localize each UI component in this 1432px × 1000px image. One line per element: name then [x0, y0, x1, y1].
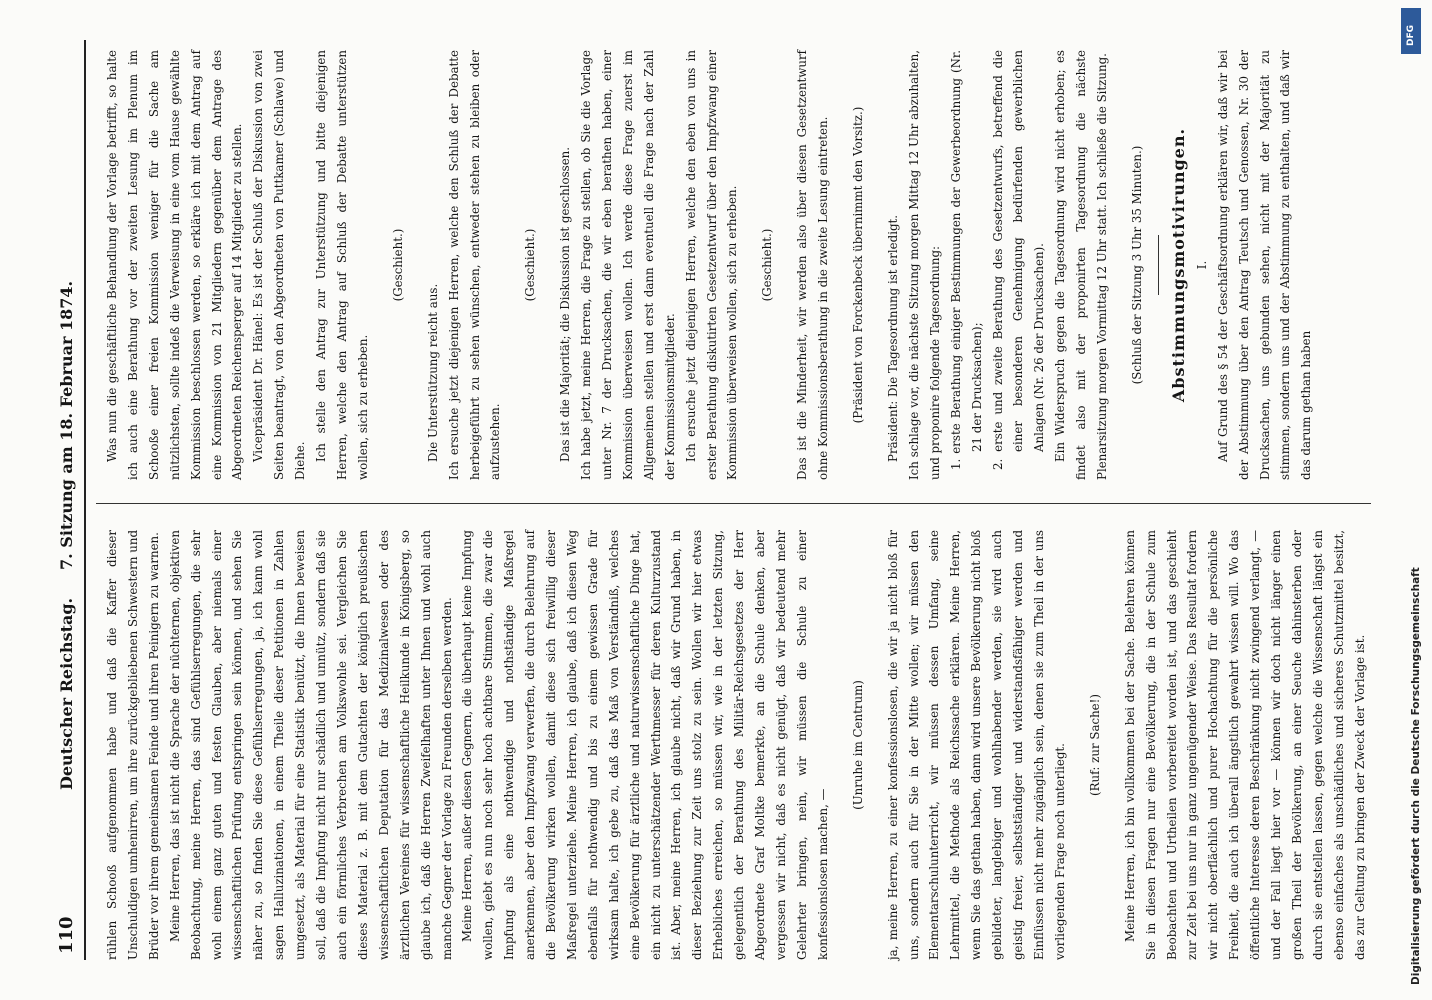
agenda-item: 1. erste Berathung einiger Bestimmungen der Gewerbeordnung (Nr. 21 der Drucksachen);: [948, 50, 984, 470]
paragraph: Das ist die Minderheit, wir werden also über diesen Gesetzentwurf ohne Kommissionsberathung in die zweite Lesung eintreten.: [795, 50, 831, 480]
paragraph: Meine Herren, das ist nicht die Sprache der nüchternen, objektiven Beobachtung, meine Herren, das sind Gefühlserregungen, die sehr wohl einem ganz guten und festen Glauben, aber niemals einer wissenschaftlichen Prüfung entspringen sein können, und sehen Sie näher zu, so finden Sie diese Gefühlserregungen, ja, ich kann wohl sagen Halluzinationen, in einem Theile dieser Petitionen in Zahlen umgesetzt, als Material für eine Statistik benützt, die Ihnen beweisen soll, daß die Impfung nicht nur schädlich und unnütz, sondern daß sie auch ein förmliches Verbrechen am Volkswohle sei. Vergleichen Sie dieses Material z. B. mit dem Gutachten der königlich preußischen wissenschaftlichen Deputation für das Medizinalwesen oder des ärztlichen Vereines für wissenschaftliche Heilkunde in Königsberg, so glaube ich, daß die Herren Zweifelhaften unter Ihnen und wohl auch manche Gegner der Vorlage zu Freunden derselben werden.: [167, 530, 454, 960]
stage-direction: (Unruhe im Centrum): [850, 680, 865, 810]
section-heading: Abstimmungsmotivirungen.: [1168, 127, 1188, 403]
stage-direction: (Geschieht.): [760, 228, 775, 302]
paragraph: Präsident: Die Tagesordnung ist erledigt.: [886, 214, 900, 462]
column-divider: [96, 503, 1371, 504]
roman-numeral: I.: [1194, 260, 1209, 270]
paragraph: Meine Herren, außer diesen Gegnern, die überhaupt keine Impfung wollen, giebt es nun noch sehr hoch achtbare Stimmen, die zwar die Impfung als eine nothwendige und nothständige Maßregel anerkennen, aber den Impfzwang verwerfen, die durch Belehrung auf die Bevölkerung wirken wollen, damit diese sich freiwillig dieser Maßregel unterziehe. Meine Herren, ich glaube, daß ich diesen Weg ebenfalls für nothwendig und bis zu einem gewissen Grade für wirksam halte, ich gebe zu, daß das Maß von Verständniß, welches eine Bevölkerung für ärztliche und naturwissenschaftliche Dinge hat, ein nicht zu unterschätzender Werthmesser für deren Kulturzustand ist. Aber, meine Herren, ich glaube nicht, daß wir Grund haben, in dieser Beziehung zur Zeit uns stolz zu sein. Wollen wir hier etwas Erhebliches erreichen, so müssen wir, wie in der letzten Sitzung, gelegentlich der Berathung des Militär-Reichsgesetzes der Herr Abgeordnete Graf Moltke bemerkte, an die Schule denken, aber vergessen wir nicht, daß es nicht genügt, daß wir bedeutend mehr Gelehrter bringen, nein, wir müssen die Schule zu einer konfessionslosen machen, —: [460, 530, 830, 960]
session-title: 7. Sitzung am 18. Februar 1874.: [57, 280, 76, 570]
stage-direction: (Geschieht.): [523, 228, 538, 302]
right-column: [102, 50, 1317, 480]
paragraph: Ich schlage vor, die nächste Sitzung morgen Mittag 12 Uhr abzuhalten, und proponire folgende Tagesordnung:: [906, 50, 942, 480]
paragraph: Was nun die geschäftliche Behandlung der Vorlage betrifft, so halte ich auch eine Berathung vor der zweiten Lesung im Plenum im Schooße einer freien Kommission weniger für die Sache am nützlichsten, sollte indeß die Verweisung in eine vom Hause gewählte Kommission beschlossen werden, so erkläre ich mit dem Antrag auf eine Kommission von 21 Mitgliedern gegenüber dem Antrage des Abgeordneten Reichensperger auf 14 Mitglieder zu stellen.: [105, 50, 245, 480]
paragraph: ja, meine Herren, zu einer konfessionslosen, die wir ja nicht bloß für uns, sondern auch für Sie in der Mitte wollen; wir müssen den Elementarschulunterricht, wir müssen dessen Umfang, seine Lehrmittel, die Methode als Reichssache erklären. Meine Herren, wenn Sie das gethan haben, dann wird unsere Bevölkerung nicht bloß gebildeter, langlebiger und wohlhabender werden, sie wird auch geistig freier, selbstständiger und widerstandsfähiger werden und Einflüssen nicht mehr zugänglich sein, denen sie zum Theil in der uns vorliegenden Frage noch unterliegt.: [885, 530, 1067, 960]
paragraph: Meine Herren, ich bin vollkommen bei der Sache. Belehren können Sie in diesen Fragen nur eine Bevölkerung, die in der Schule zum Beobachten und Urtheilen vorbereitet worden ist, und das geschieht zur Zeit bei uns nur in ganz ungenügender Weise. Das Resultat fordern wir nicht oberflächlich und purer Hochachtung für die persönliche Freiheit, die auch ich überall ängstlich gewahrt wissen will. Wo das öffentliche Interesse deren Beschränkung nicht zwingend verlangt, — und der Fall liegt hier vor — können wir doch nicht länger einen großen Theil der Bevölkerung, an einer Seuche dahinsterben oder durch sie entstellen lassen, gegen welche die Wissenschaft längst ein ebenso einfaches als unschädliches und sicheres Schutzmittel besitzt, das zur Geltung zu bringen der Zweck der Vorlage ist.: [1122, 530, 1367, 960]
page-header: [50, 40, 86, 960]
paragraph: Ich ersuche jetzt diejenigen Herren, welche den eben von uns in erster Berathung diskutirten Gesetzentwurf über den Impfzwang einer Kommission überweisen wollen, sich zu erheben.: [683, 50, 740, 480]
agenda-item: 2. erste und zweite Berathung des Gesetzentwurfs, betreffend die einer besonderen Genehmigung bedürfenden gewerblichen Anlagen (Nr. 26 der Drucksachen).: [990, 50, 1047, 470]
paragraph: Vicepräsident Dr. Hänel: Es ist der Schluß der Diskussion von zwei Seiten beantragt, von den Abgeordneten von Puttkamer (Schlawe) und Diehe.: [251, 50, 308, 480]
dfg-logo: DFG: [1401, 8, 1421, 54]
paragraph: Die Unterstützung reicht aus.: [425, 283, 440, 462]
paragraph: Auf Grund des § 54 der Geschäftsordnung erklären wir, daß wir bei der Abstimmung über den Antrag Teutsch und Genossen, Nr. 30 der Drucksachen, uns gebunden sehen, nicht mit der Majorität zu stimmen, sondern uns und der Abstimmung zu enthalten, und daß wir das darum gethan haben: [1215, 50, 1314, 480]
stage-direction: (Schluß der Sitzung 3 Uhr 35 Minuten.): [1129, 145, 1144, 385]
left-column: [102, 530, 1371, 960]
digitization-note: Digitalisierung gefördert durch die Deutsche Forschungsgemeinschaft: [1410, 567, 1422, 985]
paragraph: Ich stelle den Antrag zur Unterstützung und bitte diejenigen Herren, welche den Antrag auf Schluß der Debatte unterstützen wollen, sich zu erheben.: [314, 50, 370, 480]
paragraph: Ich habe jetzt, meine Herren, die Frage zu stellen, ob Sie die Vorlage unter Nr. 7 der Drucksachen, die wir eben berathen haben, einer Kommission überweisen wollen. Ich werde diese Frage zuerst im Allgemeinen stellen und erst dann eventuell die Frage nach der Zahl der Kommissionsmitglieder.: [579, 50, 677, 480]
section-divider: [1158, 235, 1159, 295]
paragraph: rühlen Schooß aufgenommen habe und daß die Kaffer dieser Unschuldigen umhenirren, um ihre zurückgebliebenen Schwestern und Brüder vor ihrem gemeinsamen Feinde und ihren Peinigern zu warnen.: [105, 530, 161, 960]
stage-direction: (Geschieht.): [390, 228, 405, 302]
paragraph: Ein Widerspruch gegen die Tagesordnung wird nicht erhoben; es findet also mit der proponirten Tagesordnung die nächste Plenarsitzung morgen Vormittag 12 Uhr statt. Ich schließe die Sitzung.: [1053, 50, 1110, 480]
stage-direction: (Präsident von Forckenbeck übernimmt den Vorsitz.): [851, 106, 866, 424]
publication-title: Deutscher Reichstag.: [57, 597, 76, 790]
page-number: 110: [56, 916, 77, 954]
digitization-sidebar: [1398, 0, 1432, 1000]
paragraph: Ich ersuche jetzt diejenigen Herren, welche den Schluß der Debatte herbeigeführt zu sehen wünschen, entweder stehen zu bleiben oder aufzustehen.: [446, 50, 503, 480]
paragraph: Das ist die Majorität; die Diskussion ist geschlossen.: [558, 146, 573, 462]
stage-direction: (Ruf: zur Sache!): [1087, 693, 1102, 797]
newspaper-page: [50, 40, 1390, 960]
